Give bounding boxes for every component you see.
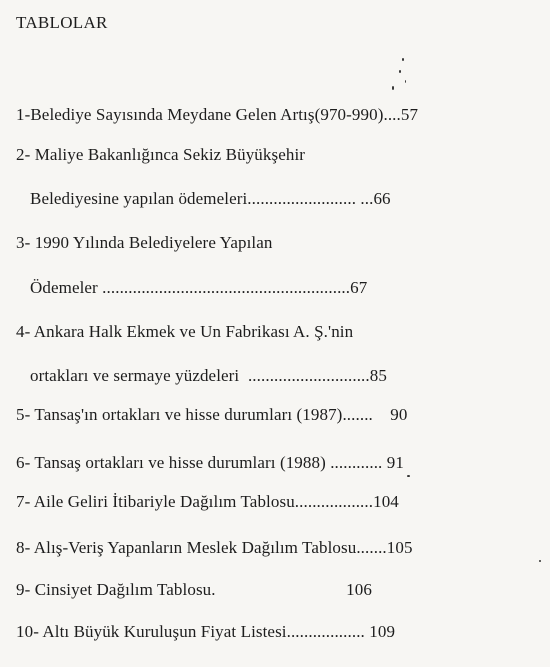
scan-speck <box>407 475 410 477</box>
toc-entry-1: 1-Belediye Sayısında Meydane Gelen Artış(970-990)....57 <box>16 105 419 124</box>
toc-entry-4-line-2: ortakları ve sermaye yüzdeleri ............................85 <box>30 366 387 385</box>
toc-entry-10: 10- Altı Büyük Kuruluşun Fiyat Listesi.................. 109 <box>16 622 396 641</box>
toc-entry-3-line-1: 3- 1990 Yılında Belediyelere Yapılan <box>16 233 273 252</box>
scan-speck <box>402 58 404 61</box>
page-heading: TABLOLAR <box>16 13 108 32</box>
scan-speck <box>539 560 541 562</box>
scan-speck <box>392 86 394 90</box>
toc-entry-9: 9- Cinsiyet Dağılım Tablosu. 106 <box>16 580 372 599</box>
scan-speck <box>405 80 406 83</box>
toc-entry-2-line-2: Belediyesine yapılan ödemeleri......................... ...66 <box>30 189 391 208</box>
toc-entry-8: 8- Alış-Veriş Yapanların Meslek Dağılım Tablosu.......105 <box>16 538 413 557</box>
scan-speck <box>399 70 401 73</box>
toc-entry-7: 7- Aile Geliri İtibariyle Dağılım Tablosu..................104 <box>16 492 399 511</box>
toc-entry-3-line-2: Ödemeler .........................................................67 <box>30 278 368 297</box>
toc-entry-4-line-1: 4- Ankara Halk Ekmek ve Un Fabrikası A. Ş.'nin <box>16 322 354 341</box>
toc-entry-5: 5- Tansaş'ın ortakları ve hisse durumları (1987)....... 90 <box>16 405 408 424</box>
toc-entry-2-line-1: 2- Maliye Bakanlığınca Sekiz Büyükşehir <box>16 145 306 164</box>
toc-entry-6: 6- Tansaş ortakları ve hisse durumları (1988) ............ 91 <box>16 453 404 472</box>
